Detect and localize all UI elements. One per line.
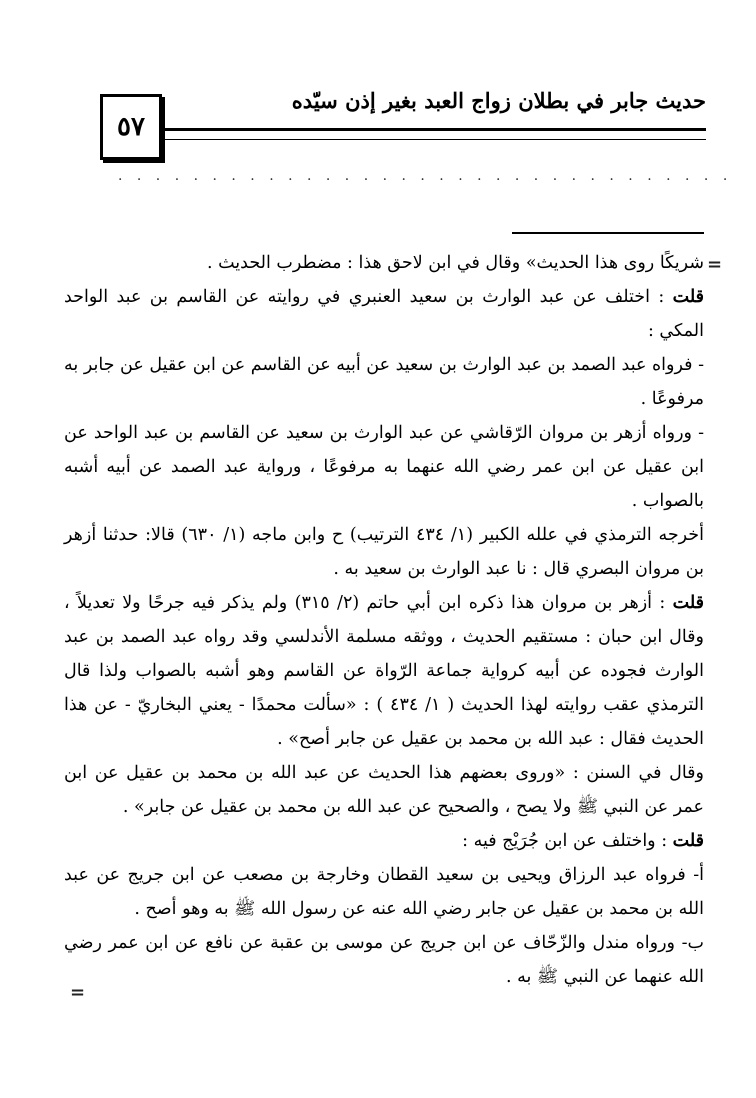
qult-label: قلت: [672, 287, 704, 307]
margin-mark-top: =: [707, 254, 723, 275]
paragraph-text: : اختلف عن عبد الوارث بن سعيد العنبري في روايته عن القاسم بن عبد الواحد المكي :: [64, 287, 704, 341]
header-rule: [162, 128, 706, 140]
page-number-box: [100, 94, 162, 160]
footnote-rule: [512, 232, 704, 234]
page-number: ٥٧: [117, 112, 145, 142]
paragraph-text: : واختلف عن ابن جُرَيْج فيه :: [462, 831, 673, 851]
running-title: حديث جابر في بطلان زواج العبد بغير إذن سيّده: [291, 88, 706, 113]
paragraph: ب- ورواه مندل والزّحّاف عن ابن جريج عن موسى بن عقبة عن نافع عن ابن عمر رضي الله عنهما عن النبي ﷺ به .: [64, 933, 704, 987]
paragraph: [64, 586, 704, 756]
paragraph-text: : أزهر بن مروان هذا ذكره ابن أبي حاتم (٢/ ٣١٥) ولم يذكر فيه جرحًا ولا تعديلاً ، وقال ابن حبان : مستقيم الحديث ، ووثقه مسلمة الأندلسي وقد رواه عبد الصمد بن عبد الوارث فجوده عن أبيه كرواية جماعة الرّواة عن القاسم وهو أشبه بالصواب ولذا قال الترمذي عقب روايته لهذا الحديث ( ١/ ٤٣٤ ) : «سألت محمدًا - يعني البخاريّ - عن هذا الحديث فقال : عبد الله بن محمد بن عقيل عن جابر أصح» .: [64, 593, 704, 749]
margin-mark-bottom: =: [70, 982, 86, 1003]
paragraph: أ- فرواه عبد الرزاق ويحيى بن سعيد القطان وخارجة بن مصعب عن ابن جريج عن عبد الله بن محمد بن عقيل عن جابر رضي الله عنه عن رسول الله ﷺ به وهو أصح .: [64, 865, 704, 919]
paragraph: [64, 280, 704, 348]
paragraph: أخرجه الترمذي في علله الكبير (١/ ٤٣٤ الترتيب) ح وابن ماجه (١/ ٦٣٠) قالا: حدثنا أزهر بن مروان البصري قال : نا عبد الوارث بن سعيد به .: [64, 525, 704, 579]
qult-label: قلت: [672, 593, 704, 613]
qult-label: قلت: [672, 831, 704, 851]
paragraph: وقال في السنن : «وروى بعضهم هذا الحديث عن عبد الله بن محمد بن عقيل عن ابن عمر عن النبي ﷺ ولا يصح ، والصحيح عن عبد الله بن محمد بن عقيل عن جابر» .: [64, 763, 704, 817]
paragraph: [64, 824, 704, 858]
footnote-body: [64, 246, 704, 994]
dotted-separator: · · · · · · · · · · · · · · · · · · · · · · · · · · · · · · · · ·: [118, 172, 733, 188]
paragraph: شريكًا روى هذا الحديث» وقال في ابن لاحق هذا : مضطرب الحديث .: [206, 253, 704, 273]
paragraph: - ورواه أزهر بن مروان الرّقاشي عن عبد الوارث بن سعيد عن القاسم بن عبد الواحد عن ابن عقيل عن ابن عمر رضي الله عنهما به مرفوعًا ، ورواية عبد الصمد عن أبيه أشبه بالصواب .: [64, 423, 704, 511]
paragraph: - فرواه عبد الصمد بن عبد الوارث بن سعيد عن أبيه عن القاسم عن ابن عقيل عن جابر به مرفوعًا .: [64, 355, 704, 409]
